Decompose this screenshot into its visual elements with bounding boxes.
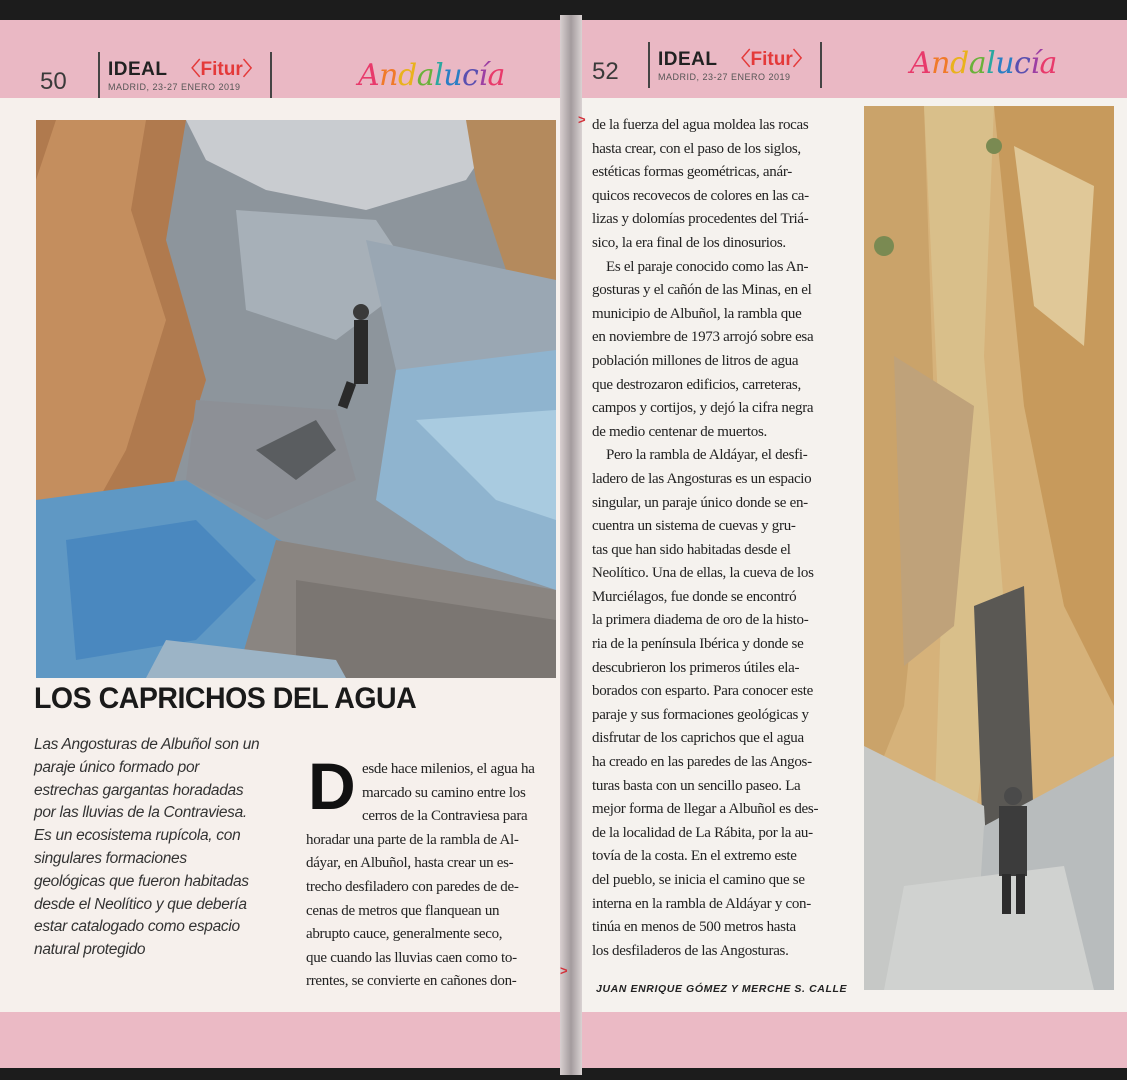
continue-arrow: > [560,963,568,978]
body-line: ria de la península Ibérica y donde se [592,636,804,653]
spine-gutter [560,15,582,1075]
andalucia-logo: Andalucía [358,58,505,93]
lede-line: paraje único formado por [34,758,200,776]
canyon-photo-left [36,120,556,678]
body-line: ha creado en las paredes de las Angos- [592,754,812,771]
body-line: estéticas formas geométricas, anár- [592,164,792,181]
lede-line: geológicas que fueron habitadas [34,872,249,890]
body-line: Murciélagos, fue donde se encontró [592,588,797,605]
ideal-brand: IDEAL [658,49,718,70]
body-line: campos y cortijos, y dejó la cifra negra [592,400,814,417]
body-line: descubrieron los primeros útiles ela- [592,659,800,676]
body-line: en noviembre de 1973 arrojó sobre esa [592,329,814,346]
body-line: borados con esparto. Para conocer este [592,683,814,700]
body-line: hasta crear, con el paso de los siglos, [592,140,801,157]
body-line: mejor forma de llegar a Albuñol es des- [592,801,819,818]
body-line: la primera diadema de oro de la histo- [592,612,809,629]
lede-line: por las lluvias de la Contraviesa. [34,804,247,822]
body-line: cerros de la Contraviesa para [362,808,528,825]
body-line: tovía de la costa. En el extremo este [592,848,797,865]
body-line: horadar una parte de la rambla de Al- [306,831,519,848]
body-line: Neolítico. Una de ellas, la cueva de los [592,565,814,582]
lede-line: estar catalogado como espacio [34,918,240,936]
body-line: gosturas y el cañón de las Minas, en el [592,282,812,299]
ideal-fitur-masthead [98,52,272,98]
fitur-brand: 〈Fitur〉 [181,59,262,80]
ideal-brand: IDEAL [108,59,168,80]
body-line: singular, un paraje único donde se en- [592,494,808,511]
lede-line: natural protegido [34,941,146,959]
body-line: lizas y dolomías procedentes del Triá- [592,211,809,228]
body-line: cenas de metros que flanquean un [306,902,500,919]
right-body-column [592,114,854,963]
body-line: municipio de Albuñol, la rambla que [592,305,802,322]
body-line: de la fuerza del agua moldea las rocas [592,117,809,133]
drop-cap: D [308,749,356,823]
bottom-pink-band [0,1012,568,1068]
article-lede [34,734,292,962]
body-line: turas basta con un sencillo paseo. La [592,777,801,794]
body-line: de medio centenar de muertos. [592,423,767,440]
body-line: interna en la rambla de Aldáyar y con- [592,895,811,912]
dateline: MADRID, 23-27 ENERO 2019 [108,82,241,92]
body-line: Pero la rambla de Aldáyar, el desfi- [606,447,808,464]
body-line: quicos recovecos de colores en las ca- [592,187,809,204]
continue-arrow: > [578,112,586,127]
body-line: abrupto cauce, generalmente seco, [306,926,503,943]
body-line: población millones de litros de agua [592,352,799,369]
page-number: 50 [40,68,67,95]
body-line: rrentes, se convierte en cañones don- [306,973,517,990]
dateline: MADRID, 23-27 ENERO 2019 [658,72,791,82]
author-byline: JUAN ENRIQUE GÓMEZ Y MERCHE S. CALLE [596,983,848,995]
page-number: 52 [592,58,619,85]
ideal-fitur-masthead [648,42,822,88]
body-line: esde hace milenios, el agua ha [362,761,535,777]
body-line: los desfiladeros de las Angosturas. [592,942,789,959]
bottom-pink-band [578,1012,1127,1068]
body-line: cuentra un sistema de cuevas y gru- [592,518,796,535]
body-line: tinúa en menos de 500 metros hasta [592,919,796,936]
body-line: que cuando las lluvias caen como to- [306,949,517,966]
lede-line: Es un ecosistema rupícola, con [34,827,241,845]
fitur-brand: 〈Fitur〉 [731,49,812,70]
body-line: trecho desfiladero con paredes de de- [306,878,519,895]
lede-line: estrechas gargantas horadadas [34,781,244,799]
body-line: tas que han sido habitadas desde el [592,541,791,558]
body-line: ladero de las Angosturas es un espacio [592,470,812,487]
body-line: que destrozaron edificios, carreteras, [592,376,801,393]
andalucia-logo: Andalucía [910,46,1057,81]
lede-line: Las Angosturas de Albuñol son un [34,736,260,753]
lede-line: desde el Neolítico y que debería [34,895,247,913]
left-body-column [306,749,556,994]
body-line: de la localidad de La Rábita, por la au- [592,824,813,841]
body-line: marcado su camino entre los [362,784,526,801]
article-headline: LOS CAPRICHOS DEL AGUA [34,682,417,715]
body-line: disfrutar de los caprichos que el agua [592,730,804,747]
canyon-photo-right [864,106,1114,990]
body-line: Es el paraje conocido como las An- [606,258,809,275]
body-line: paraje y sus formaciones geológicas y [592,706,809,723]
body-line: del pueblo, se inicia el camino que se [592,872,805,888]
lede-line: singulares formaciones [34,849,187,867]
body-line: dáyar, en Albuñol, hasta crear un es- [306,855,514,872]
body-line: sico, la era final de los dinosurios. [592,234,786,251]
